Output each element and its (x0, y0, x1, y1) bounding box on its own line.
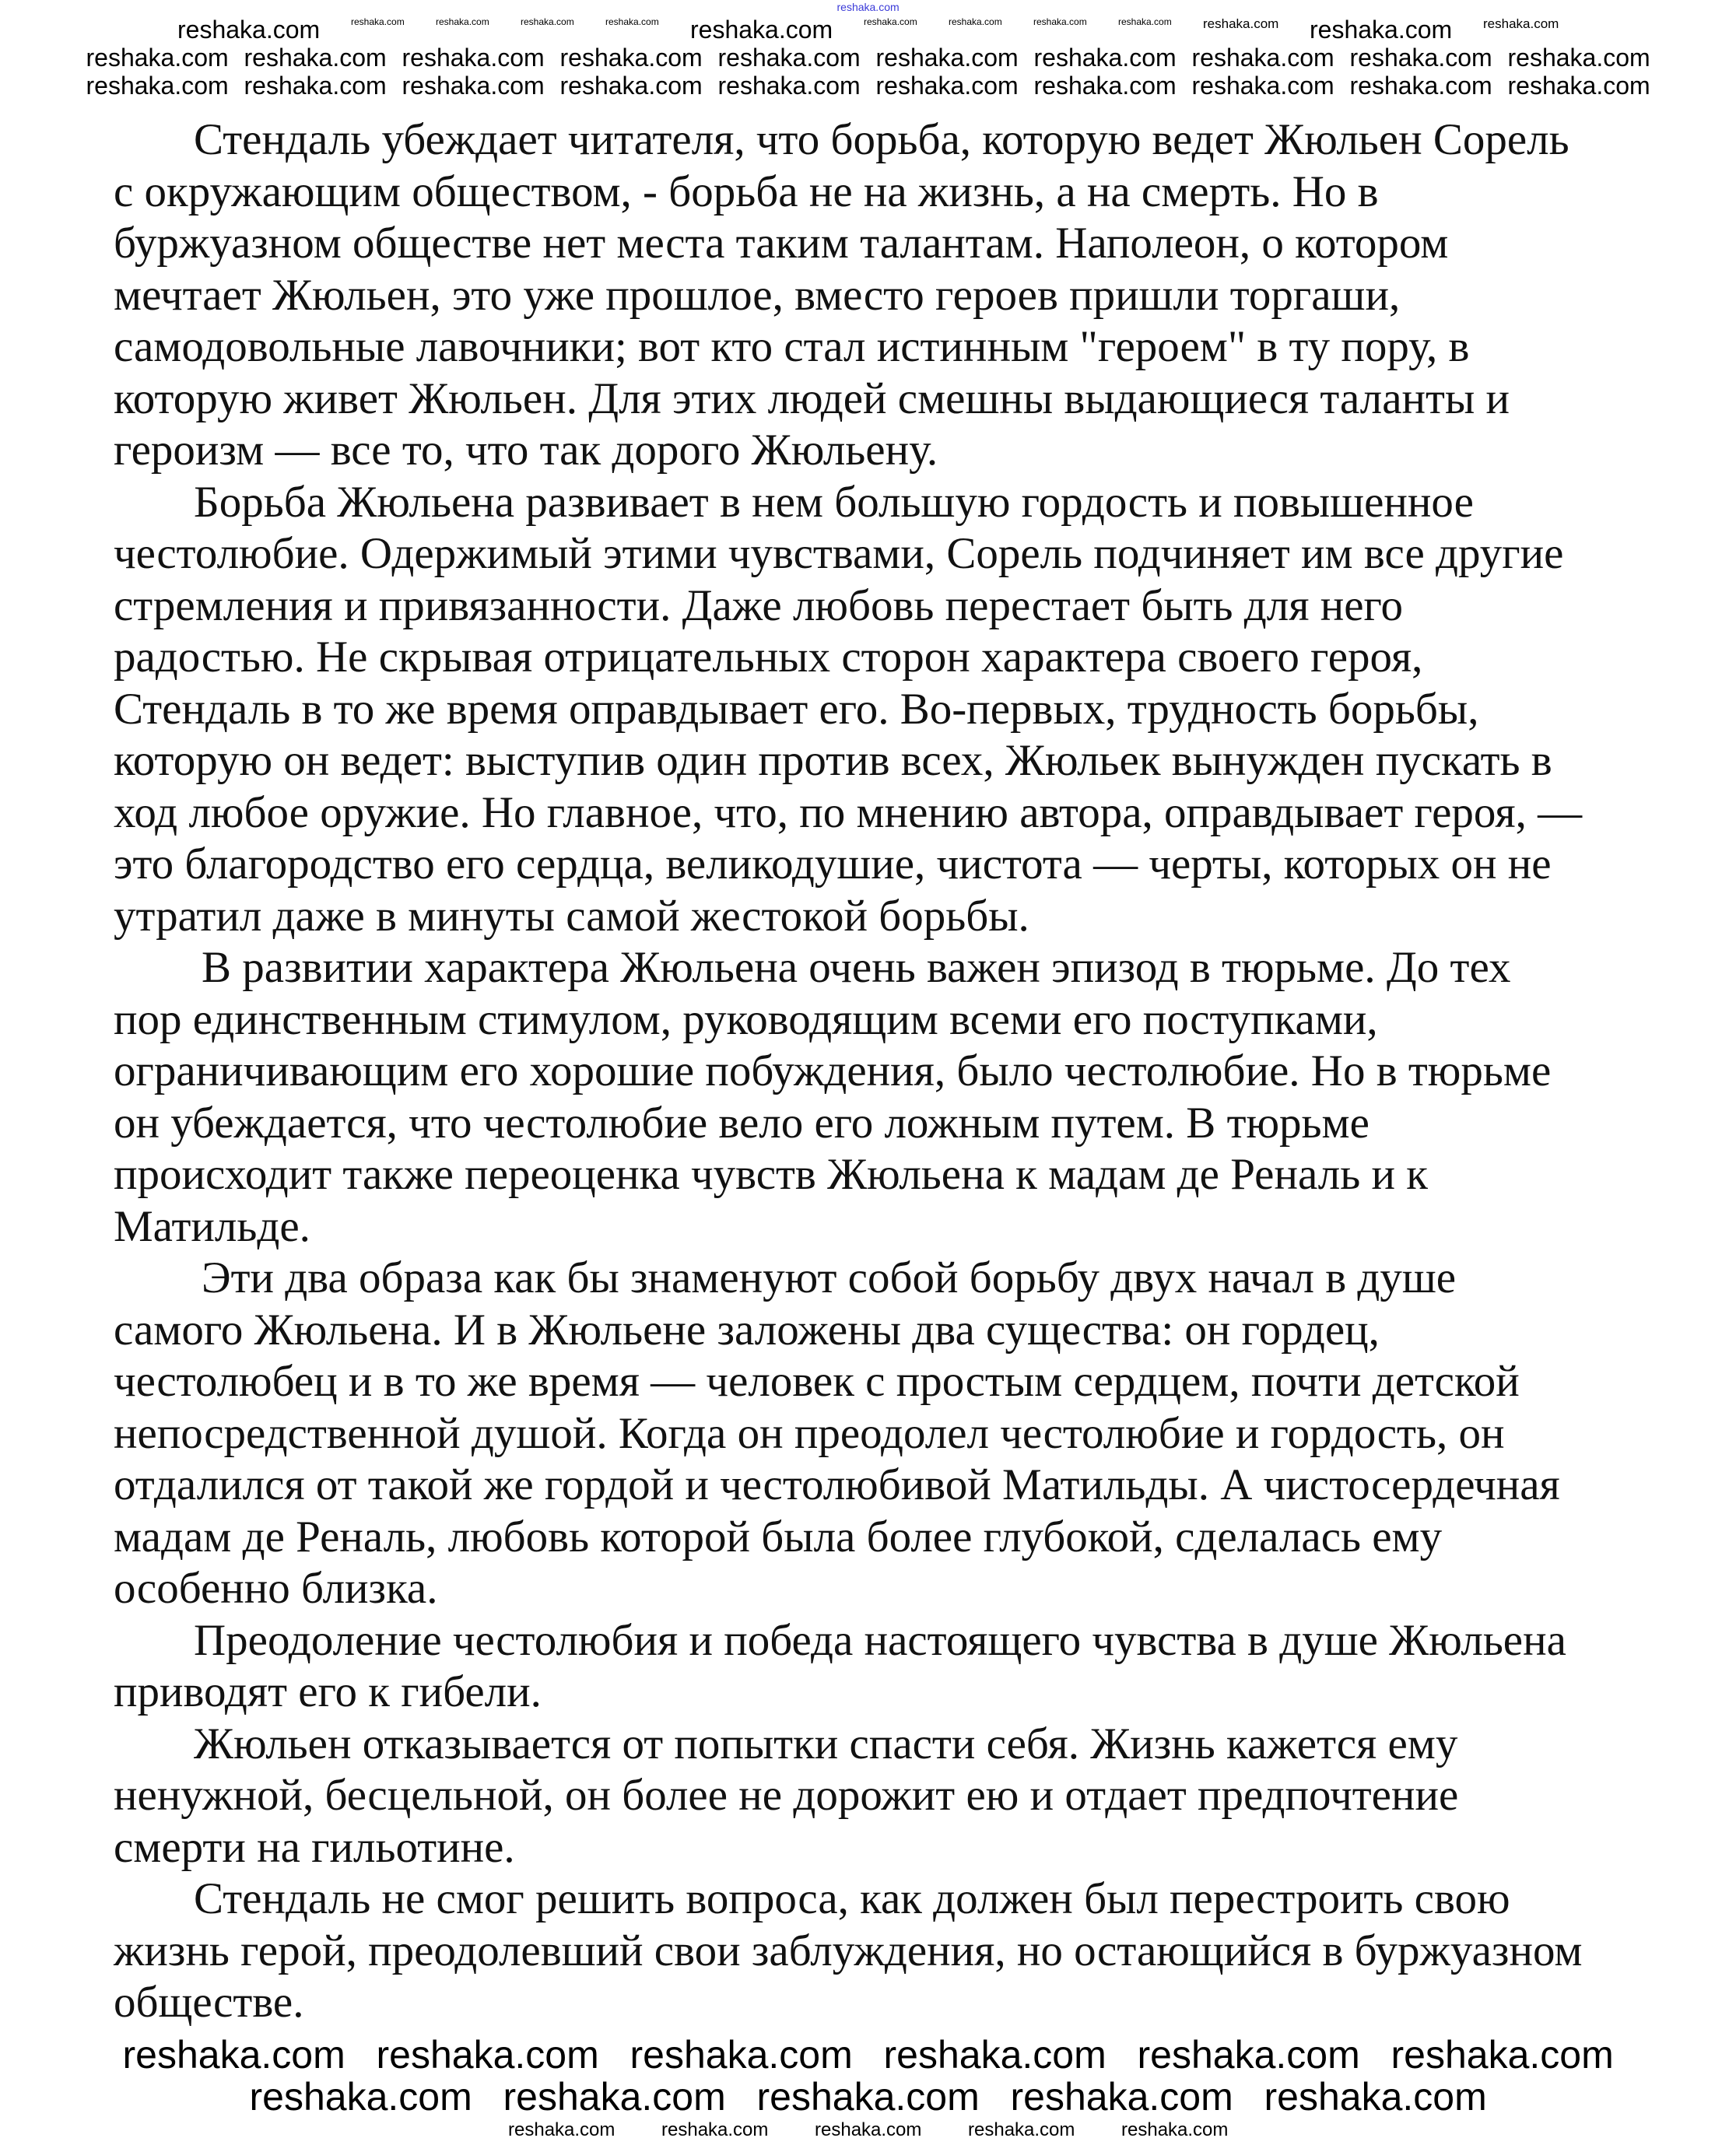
watermark: reshaka.com (756, 2075, 980, 2119)
paragraph-line: честолюбец и в то же время — человек с простым сердцем, почти детской (114, 1357, 1520, 1406)
paragraph-line: буржуазном обществе нет места таким талантам. Наполеон, о котором (114, 219, 1449, 268)
paragraph-first-line: Стендаль убеждает читателя, что борьба, которую ведет Жюльен Сорель (194, 115, 1569, 164)
watermark: reshaka.com (949, 16, 1002, 27)
paragraph-line: самого Жюльена. И в Жюльене заложены два существа: он гордец, (114, 1305, 1380, 1355)
watermark: reshaka.com (249, 2075, 472, 2119)
paragraph-line: утратил даже в минуты самой жестокой борьбы. (114, 891, 1029, 941)
watermark: reshaka.com (1118, 16, 1172, 27)
watermark: reshaka.com (605, 16, 659, 27)
watermark: reshaka.com (1507, 44, 1650, 72)
watermark: reshaka.com (1121, 2119, 1229, 2140)
paragraph-line: пор единственным стимулом, руководящим всеми его поступками, (114, 994, 1378, 1044)
watermark: reshaka.com (1033, 16, 1087, 27)
watermark: reshaka.com (244, 44, 387, 72)
watermark: reshaka.com (1349, 44, 1492, 72)
paragraph-first-line: Преодоление честолюбия и победа настоящего чувства в душе Жюльена (194, 1615, 1566, 1665)
watermark: reshaka.com (883, 2033, 1106, 2077)
watermark: reshaka.com (122, 2033, 345, 2077)
watermark: reshaka.com (86, 44, 229, 72)
watermark: reshaka.com (521, 16, 574, 27)
paragraph-line: ненужной, бесцельной, он более не дорожит ею и отдает предпочтение (114, 1771, 1459, 1820)
watermark: reshaka.com (1033, 72, 1177, 100)
paragraph-line: непосредственной душой. Когда он преодолел честолюбие и гордость, он (114, 1408, 1505, 1458)
paragraph-line: с окружающим обществом, - борьба не на жизнь, а на смерть. Но в (114, 166, 1379, 216)
paragraph-line: смерти на гильотине. (114, 1822, 515, 1872)
paragraph-line: которую живет Жюльен. Для этих людей смешны выдающиеся таланты и (114, 373, 1510, 423)
watermark: reshaka.com (244, 72, 387, 100)
paragraph-line: приводят его к гибели. (114, 1667, 542, 1716)
watermark: reshaka.com (1191, 72, 1334, 100)
watermark: reshaka.com (1264, 2075, 1487, 2119)
paragraph-line: обществе. (114, 1978, 304, 2027)
paragraph-line: стремления и привязанности. Даже любовь перестает быть для него (114, 580, 1403, 630)
watermark: reshaka.com (968, 2119, 1075, 2140)
watermark: reshaka.com (508, 2119, 615, 2140)
document-body (114, 114, 1639, 2029)
watermark: reshaka.com (875, 72, 1019, 100)
paragraph-line: которую он ведет: выступив один против всех, Жюльек вынужден пускать в (114, 736, 1552, 785)
watermark: reshaka.com (402, 72, 545, 100)
watermark: reshaka.com (1483, 16, 1559, 31)
watermark: reshaka.com (717, 72, 861, 100)
watermark: reshaka.com (436, 16, 489, 27)
watermark: reshaka.com (559, 44, 703, 72)
watermark: reshaka.com (1203, 16, 1279, 31)
paragraph-line: отдалился от такой же гордой и честолюбивой Матильды. А чистосердечная (114, 1460, 1560, 1509)
paragraph-first-line: Жюльен отказывается от попытки спасти себя. Жизнь кажется ему (194, 1719, 1458, 1768)
watermark: reshaka.com (1349, 72, 1492, 100)
watermark: reshaka.com (351, 16, 405, 27)
watermark: reshaka.com (1391, 2033, 1614, 2077)
paragraph-first-line: Стендаль не смог решить вопроса, как должен был перестроить свою (194, 1874, 1510, 1923)
paragraph-first-line: Эти два образа как бы знаменуют собой борьбу двух начал в душе (202, 1253, 1457, 1302)
paragraph-line: самодовольные лавочники; вот кто стал истинным "героем" в ту пору, в (114, 322, 1470, 371)
paragraph-line: героизм — все то, что так дорого Жюльену. (114, 426, 938, 475)
watermark: reshaka.com (1507, 72, 1650, 100)
watermark: reshaka.com (1137, 2033, 1360, 2077)
paragraph-line: это благородство его сердца, великодушие, чистота — черты, которых он не (114, 839, 1552, 888)
watermark: reshaka.com (836, 1, 900, 13)
watermark: reshaka.com (86, 72, 229, 100)
watermark: reshaka.com (815, 2119, 922, 2140)
paragraph-line: ход любое оружие. Но главное, что, по мнению автора, оправдывает героя, — (114, 787, 1583, 837)
watermark: reshaka.com (376, 2033, 599, 2077)
watermark: reshaka.com (503, 2075, 726, 2119)
watermark: reshaka.com (1310, 16, 1453, 44)
paragraph-line: происходит также переоценка чувств Жюльена к мадам де Реналь и к (114, 1150, 1428, 1199)
paragraph-first-line: В развитии характера Жюльена очень важен эпизод в тюрьме. До тех (202, 943, 1511, 992)
watermark: reshaka.com (630, 2033, 853, 2077)
paragraph-line: особенно близка. (114, 1564, 438, 1613)
watermark: reshaka.com (1010, 2075, 1233, 2119)
watermark: reshaka.com (661, 2119, 769, 2140)
paragraph-line: мадам де Реналь, любовь которой была более глубокой, сделалась ему (114, 1512, 1443, 1561)
watermark: reshaka.com (864, 16, 917, 27)
watermark: reshaka.com (1191, 44, 1334, 72)
watermark: reshaka.com (402, 44, 545, 72)
watermark: reshaka.com (690, 16, 833, 44)
watermark: reshaka.com (177, 16, 321, 44)
paragraph-first-line: Борьба Жюльена развивает в нем большую гордость и повышенное (194, 477, 1474, 527)
paragraph-line: жизнь герой, преодолевший свои заблуждения, но остающийся в буржуазном (114, 1926, 1583, 1975)
paragraph-line: мечтает Жюльен, это уже прошлое, вместо героев пришли торгаши, (114, 270, 1401, 320)
watermark: reshaka.com (717, 44, 861, 72)
paragraph-line: Стендаль в то же время оправдывает его. Во-первых, трудность борьбы, (114, 684, 1479, 734)
watermark: reshaka.com (559, 72, 703, 100)
paragraph-line: ограничивающим его хорошие побуждения, было честолюбие. Но в тюрьме (114, 1046, 1552, 1095)
paragraph-line: Матильде. (114, 1201, 310, 1251)
paragraph-line: радостью. Не скрывая отрицательных сторон характера своего героя, (114, 633, 1423, 682)
paragraph-line: честолюбие. Одержимый этими чувствами, Сорель подчиняет им все другие (114, 529, 1564, 578)
watermark: reshaka.com (1033, 44, 1177, 72)
watermark: reshaka.com (875, 44, 1019, 72)
paragraph-line: он убеждается, что честолюбие вело его ложным путем. В тюрьме (114, 1098, 1370, 1148)
